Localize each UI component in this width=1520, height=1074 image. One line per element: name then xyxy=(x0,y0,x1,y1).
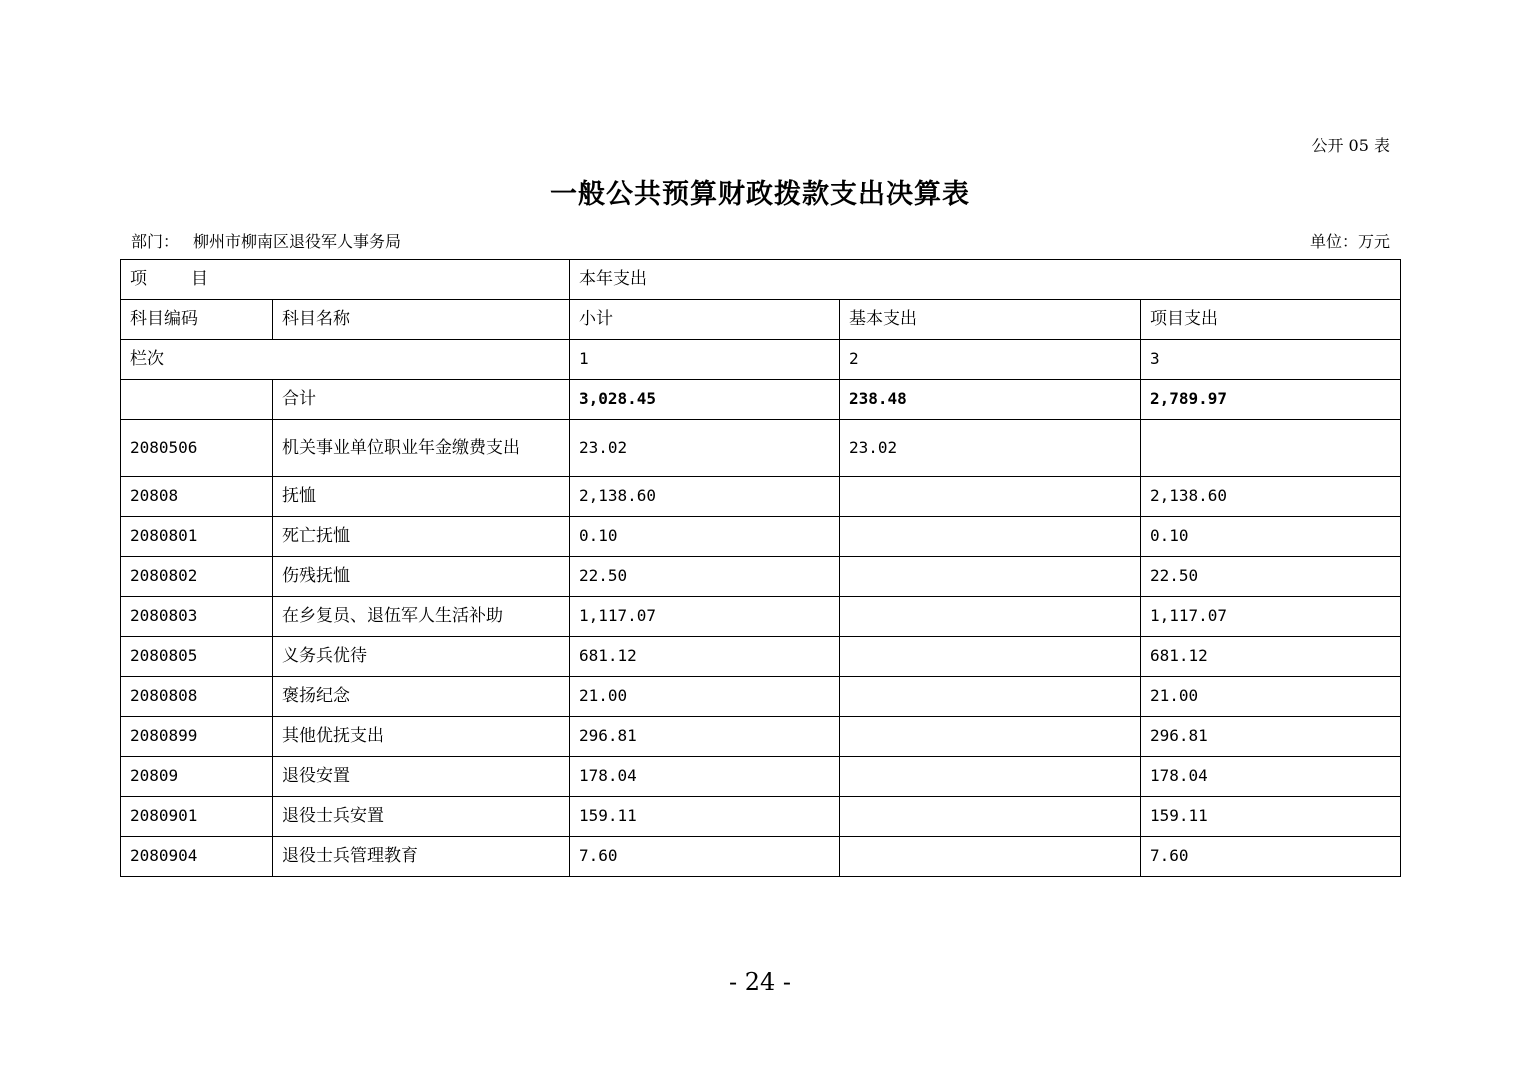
row-name: 退役士兵安置 xyxy=(273,797,570,837)
page-number: - 24 - xyxy=(728,968,791,996)
row-name: 伤残抚恤 xyxy=(273,557,570,597)
row-code: 2080805 xyxy=(121,637,273,677)
row-code: 2080801 xyxy=(121,517,273,557)
row-code: 2080904 xyxy=(121,837,273,877)
row-subtotal: 296.81 xyxy=(570,717,840,757)
row-name: 退役安置 xyxy=(273,757,570,797)
row-basic xyxy=(840,717,1141,757)
row-code: 2080803 xyxy=(121,597,273,637)
row-name: 抚恤 xyxy=(273,477,570,517)
header-row-item xyxy=(121,260,1401,300)
row-subtotal: 7.60 xyxy=(570,837,840,877)
row-subtotal: 0.10 xyxy=(570,517,840,557)
row-project: 296.81 xyxy=(1141,717,1401,757)
row-basic xyxy=(840,557,1141,597)
row-basic xyxy=(840,757,1141,797)
page-title: 一般公共预算财政拨款支出决算表 xyxy=(550,179,970,210)
row-basic xyxy=(840,797,1141,837)
total-project: 2,789.97 xyxy=(1141,380,1401,420)
col-header-code: 科目编码 xyxy=(121,300,273,340)
row-basic xyxy=(840,677,1141,717)
row-subtotal: 2,138.60 xyxy=(570,477,840,517)
row-basic xyxy=(840,637,1141,677)
unit-label: 单位：万元 xyxy=(1309,232,1390,251)
header-row-index xyxy=(121,340,1401,380)
col-index-1: 1 xyxy=(570,340,840,380)
col-header-subtotal: 小计 xyxy=(570,300,840,340)
row-project: 0.10 xyxy=(1141,517,1401,557)
table-row xyxy=(121,797,1401,837)
row-project: 681.12 xyxy=(1141,637,1401,677)
department-label: 部门： xyxy=(131,232,180,251)
row-name: 褒扬纪念 xyxy=(273,677,570,717)
row-subtotal: 178.04 xyxy=(570,757,840,797)
row-project: 2,138.60 xyxy=(1141,477,1401,517)
row-project: 178.04 xyxy=(1141,757,1401,797)
table-row xyxy=(121,477,1401,517)
header-row-columns xyxy=(121,300,1401,340)
header-current-year: 本年支出 xyxy=(570,260,1401,300)
row-name: 义务兵优待 xyxy=(273,637,570,677)
col-header-project: 项目支出 xyxy=(1141,300,1401,340)
total-label: 合计 xyxy=(273,380,570,420)
row-subtotal: 159.11 xyxy=(570,797,840,837)
table-row xyxy=(121,517,1401,557)
row-code: 2080506 xyxy=(121,420,273,477)
row-name: 机关事业单位职业年金缴费支出 xyxy=(273,420,570,477)
table-row xyxy=(121,837,1401,877)
table-row xyxy=(121,420,1401,477)
row-code: 2080899 xyxy=(121,717,273,757)
table-row xyxy=(121,557,1401,597)
row-project: 7.60 xyxy=(1141,837,1401,877)
budget-table xyxy=(120,259,1401,877)
row-code: 2080808 xyxy=(121,677,273,717)
form-number: 公开 05 表 xyxy=(1311,136,1390,155)
table-row xyxy=(121,717,1401,757)
header-item-cell xyxy=(121,260,570,300)
col-header-name: 科目名称 xyxy=(273,300,570,340)
row-subtotal: 22.50 xyxy=(570,557,840,597)
row-basic: 23.02 xyxy=(840,420,1141,477)
row-project: 22.50 xyxy=(1141,557,1401,597)
col-index-label: 栏次 xyxy=(121,340,570,380)
total-row xyxy=(121,380,1401,420)
row-subtotal: 21.00 xyxy=(570,677,840,717)
row-code: 2080802 xyxy=(121,557,273,597)
table-row xyxy=(121,757,1401,797)
header-item-char-1: 项 xyxy=(130,269,147,290)
total-code xyxy=(121,380,273,420)
row-code: 20808 xyxy=(121,477,273,517)
total-subtotal: 3,028.45 xyxy=(570,380,840,420)
row-subtotal: 1,117.07 xyxy=(570,597,840,637)
col-header-basic: 基本支出 xyxy=(840,300,1141,340)
row-name: 在乡复员、退伍军人生活补助 xyxy=(273,597,570,637)
row-project: 159.11 xyxy=(1141,797,1401,837)
department-line xyxy=(131,229,401,252)
department-value: 柳州市柳南区退役军人事务局 xyxy=(193,232,402,251)
table-row xyxy=(121,637,1401,677)
row-basic xyxy=(840,477,1141,517)
row-project xyxy=(1141,420,1401,477)
col-index-3: 3 xyxy=(1141,340,1401,380)
row-basic xyxy=(840,837,1141,877)
row-name: 死亡抚恤 xyxy=(273,517,570,557)
row-basic xyxy=(840,597,1141,637)
row-subtotal: 681.12 xyxy=(570,637,840,677)
row-project: 21.00 xyxy=(1141,677,1401,717)
row-name: 退役士兵管理教育 xyxy=(273,837,570,877)
row-code: 2080901 xyxy=(121,797,273,837)
table-row xyxy=(121,597,1401,637)
row-code: 20809 xyxy=(121,757,273,797)
row-basic xyxy=(840,517,1141,557)
row-name: 其他优抚支出 xyxy=(273,717,570,757)
col-index-2: 2 xyxy=(840,340,1141,380)
header-item-char-2: 目 xyxy=(191,269,208,290)
table-row xyxy=(121,677,1401,717)
total-basic: 238.48 xyxy=(840,380,1141,420)
row-subtotal: 23.02 xyxy=(570,420,840,477)
row-project: 1,117.07 xyxy=(1141,597,1401,637)
